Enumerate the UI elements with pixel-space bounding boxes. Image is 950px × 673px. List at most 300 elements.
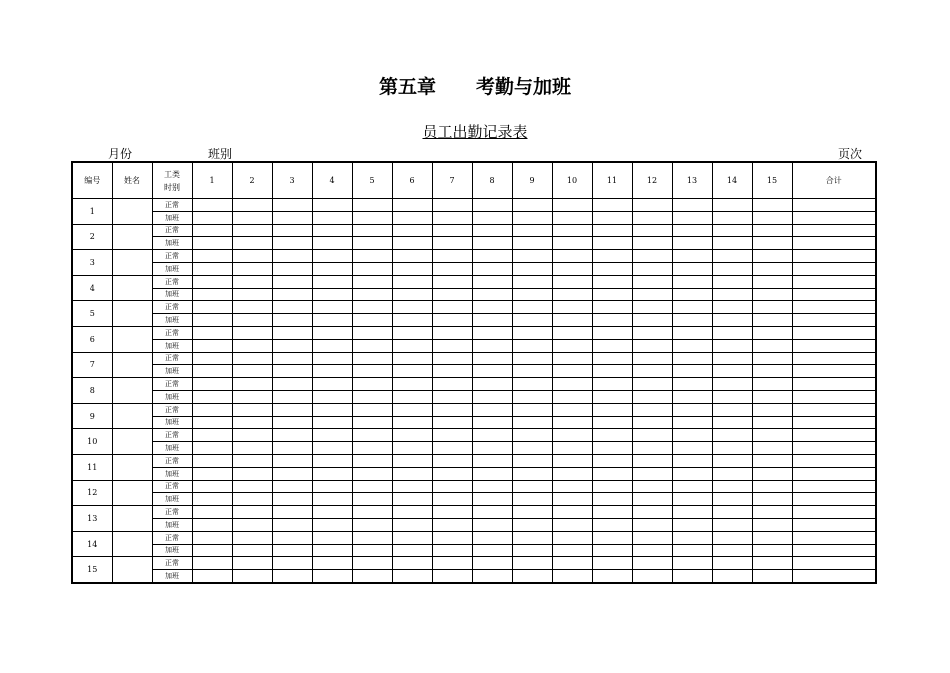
day-cell[interactable] [192,288,232,301]
day-cell[interactable] [392,544,432,557]
day-cell[interactable] [712,275,752,288]
day-cell[interactable] [232,199,272,212]
day-cell[interactable] [312,262,352,275]
day-cell[interactable] [312,211,352,224]
day-cell[interactable] [472,390,512,403]
day-cell[interactable] [752,493,792,506]
day-cell[interactable] [752,403,792,416]
total-cell[interactable] [792,237,876,250]
day-cell[interactable] [472,339,512,352]
day-cell[interactable] [472,301,512,314]
day-cell[interactable] [392,339,432,352]
day-cell[interactable] [752,365,792,378]
day-cell[interactable] [312,237,352,250]
total-cell[interactable] [792,557,876,570]
day-cell[interactable] [352,301,392,314]
day-cell[interactable] [512,403,552,416]
day-cell[interactable] [312,544,352,557]
day-cell[interactable] [392,378,432,391]
day-cell[interactable] [672,199,712,212]
day-cell[interactable] [272,531,312,544]
total-cell[interactable] [792,506,876,519]
day-cell[interactable] [672,301,712,314]
day-cell[interactable] [752,454,792,467]
day-cell[interactable] [472,493,512,506]
day-cell[interactable] [232,378,272,391]
day-cell[interactable] [592,365,632,378]
day-cell[interactable] [592,454,632,467]
total-cell[interactable] [792,480,876,493]
employee-name-cell[interactable] [112,557,152,583]
day-cell[interactable] [432,314,472,327]
day-cell[interactable] [272,275,312,288]
day-cell[interactable] [672,544,712,557]
day-cell[interactable] [592,224,632,237]
day-cell[interactable] [672,339,712,352]
day-cell[interactable] [552,480,592,493]
day-cell[interactable] [512,442,552,455]
day-cell[interactable] [712,442,752,455]
day-cell[interactable] [432,506,472,519]
day-cell[interactable] [672,467,712,480]
day-cell[interactable] [272,390,312,403]
day-cell[interactable] [392,352,432,365]
day-cell[interactable] [192,480,232,493]
day-cell[interactable] [472,442,512,455]
day-cell[interactable] [392,557,432,570]
day-cell[interactable] [432,237,472,250]
day-cell[interactable] [512,416,552,429]
day-cell[interactable] [392,570,432,583]
day-cell[interactable] [712,199,752,212]
employee-name-cell[interactable] [112,326,152,352]
day-cell[interactable] [232,211,272,224]
total-cell[interactable] [792,378,876,391]
day-cell[interactable] [672,454,712,467]
day-cell[interactable] [392,365,432,378]
day-cell[interactable] [632,211,672,224]
day-cell[interactable] [312,454,352,467]
day-cell[interactable] [672,250,712,263]
day-cell[interactable] [632,403,672,416]
day-cell[interactable] [512,531,552,544]
day-cell[interactable] [192,199,232,212]
day-cell[interactable] [352,454,392,467]
day-cell[interactable] [592,199,632,212]
day-cell[interactable] [552,531,592,544]
day-cell[interactable] [592,390,632,403]
day-cell[interactable] [352,339,392,352]
day-cell[interactable] [472,250,512,263]
day-cell[interactable] [712,390,752,403]
day-cell[interactable] [432,480,472,493]
total-cell[interactable] [792,518,876,531]
day-cell[interactable] [312,326,352,339]
day-cell[interactable] [392,314,432,327]
day-cell[interactable] [672,224,712,237]
day-cell[interactable] [472,557,512,570]
day-cell[interactable] [432,262,472,275]
day-cell[interactable] [432,326,472,339]
day-cell[interactable] [232,480,272,493]
day-cell[interactable] [192,352,232,365]
day-cell[interactable] [352,326,392,339]
day-cell[interactable] [512,429,552,442]
employee-name-cell[interactable] [112,352,152,378]
employee-name-cell[interactable] [112,250,152,276]
day-cell[interactable] [272,378,312,391]
day-cell[interactable] [192,442,232,455]
day-cell[interactable] [552,570,592,583]
day-cell[interactable] [232,326,272,339]
day-cell[interactable] [472,352,512,365]
day-cell[interactable] [312,224,352,237]
day-cell[interactable] [512,339,552,352]
day-cell[interactable] [272,403,312,416]
total-cell[interactable] [792,301,876,314]
day-cell[interactable] [352,493,392,506]
day-cell[interactable] [712,480,752,493]
day-cell[interactable] [632,301,672,314]
day-cell[interactable] [632,570,672,583]
day-cell[interactable] [432,403,472,416]
day-cell[interactable] [232,506,272,519]
day-cell[interactable] [512,288,552,301]
day-cell[interactable] [272,314,312,327]
day-cell[interactable] [352,314,392,327]
day-cell[interactable] [312,557,352,570]
day-cell[interactable] [272,544,312,557]
day-cell[interactable] [432,557,472,570]
total-cell[interactable] [792,454,876,467]
day-cell[interactable] [272,211,312,224]
day-cell[interactable] [672,416,712,429]
day-cell[interactable] [352,352,392,365]
day-cell[interactable] [272,493,312,506]
day-cell[interactable] [672,262,712,275]
day-cell[interactable] [232,275,272,288]
day-cell[interactable] [192,250,232,263]
day-cell[interactable] [592,557,632,570]
total-cell[interactable] [792,365,876,378]
day-cell[interactable] [672,211,712,224]
day-cell[interactable] [552,262,592,275]
day-cell[interactable] [392,467,432,480]
day-cell[interactable] [632,390,672,403]
day-cell[interactable] [472,570,512,583]
day-cell[interactable] [432,365,472,378]
day-cell[interactable] [392,416,432,429]
day-cell[interactable] [352,378,392,391]
day-cell[interactable] [632,454,672,467]
day-cell[interactable] [592,403,632,416]
day-cell[interactable] [232,429,272,442]
day-cell[interactable] [312,250,352,263]
day-cell[interactable] [232,262,272,275]
day-cell[interactable] [192,390,232,403]
day-cell[interactable] [632,262,672,275]
day-cell[interactable] [192,211,232,224]
day-cell[interactable] [432,544,472,557]
day-cell[interactable] [232,365,272,378]
day-cell[interactable] [592,339,632,352]
day-cell[interactable] [232,237,272,250]
day-cell[interactable] [712,352,752,365]
day-cell[interactable] [592,467,632,480]
day-cell[interactable] [352,211,392,224]
day-cell[interactable] [392,429,432,442]
day-cell[interactable] [712,262,752,275]
day-cell[interactable] [552,493,592,506]
day-cell[interactable] [752,544,792,557]
day-cell[interactable] [712,378,752,391]
day-cell[interactable] [752,506,792,519]
day-cell[interactable] [712,467,752,480]
day-cell[interactable] [312,403,352,416]
day-cell[interactable] [192,467,232,480]
day-cell[interactable] [632,199,672,212]
day-cell[interactable] [592,326,632,339]
day-cell[interactable] [512,390,552,403]
day-cell[interactable] [592,262,632,275]
day-cell[interactable] [192,314,232,327]
total-cell[interactable] [792,493,876,506]
day-cell[interactable] [192,531,232,544]
day-cell[interactable] [632,416,672,429]
day-cell[interactable] [592,378,632,391]
day-cell[interactable] [312,339,352,352]
day-cell[interactable] [712,506,752,519]
employee-name-cell[interactable] [112,378,152,404]
day-cell[interactable] [712,224,752,237]
day-cell[interactable] [352,518,392,531]
day-cell[interactable] [272,442,312,455]
day-cell[interactable] [472,403,512,416]
day-cell[interactable] [312,518,352,531]
day-cell[interactable] [752,211,792,224]
day-cell[interactable] [592,442,632,455]
day-cell[interactable] [512,275,552,288]
day-cell[interactable] [472,480,512,493]
day-cell[interactable] [672,531,712,544]
day-cell[interactable] [552,365,592,378]
day-cell[interactable] [592,352,632,365]
day-cell[interactable] [312,480,352,493]
day-cell[interactable] [432,531,472,544]
day-cell[interactable] [272,365,312,378]
day-cell[interactable] [712,301,752,314]
day-cell[interactable] [632,544,672,557]
day-cell[interactable] [552,518,592,531]
day-cell[interactable] [672,365,712,378]
day-cell[interactable] [472,199,512,212]
day-cell[interactable] [712,403,752,416]
day-cell[interactable] [552,288,592,301]
day-cell[interactable] [352,429,392,442]
day-cell[interactable] [432,390,472,403]
day-cell[interactable] [512,262,552,275]
day-cell[interactable] [232,518,272,531]
day-cell[interactable] [752,390,792,403]
day-cell[interactable] [392,531,432,544]
total-cell[interactable] [792,416,876,429]
day-cell[interactable] [672,352,712,365]
day-cell[interactable] [632,237,672,250]
day-cell[interactable] [632,518,672,531]
total-cell[interactable] [792,467,876,480]
day-cell[interactable] [312,531,352,544]
day-cell[interactable] [232,544,272,557]
day-cell[interactable] [392,480,432,493]
total-cell[interactable] [792,570,876,583]
day-cell[interactable] [472,288,512,301]
day-cell[interactable] [752,352,792,365]
day-cell[interactable] [192,339,232,352]
day-cell[interactable] [592,570,632,583]
day-cell[interactable] [272,506,312,519]
day-cell[interactable] [432,288,472,301]
day-cell[interactable] [472,211,512,224]
day-cell[interactable] [192,557,232,570]
day-cell[interactable] [712,531,752,544]
day-cell[interactable] [432,429,472,442]
day-cell[interactable] [272,429,312,442]
day-cell[interactable] [272,199,312,212]
day-cell[interactable] [432,250,472,263]
day-cell[interactable] [752,224,792,237]
employee-name-cell[interactable] [112,429,152,455]
day-cell[interactable] [712,454,752,467]
day-cell[interactable] [192,544,232,557]
day-cell[interactable] [192,493,232,506]
day-cell[interactable] [472,224,512,237]
total-cell[interactable] [792,352,876,365]
day-cell[interactable] [552,544,592,557]
employee-name-cell[interactable] [112,199,152,225]
day-cell[interactable] [192,365,232,378]
day-cell[interactable] [272,352,312,365]
day-cell[interactable] [752,416,792,429]
day-cell[interactable] [552,442,592,455]
day-cell[interactable] [232,531,272,544]
day-cell[interactable] [232,442,272,455]
day-cell[interactable] [672,442,712,455]
day-cell[interactable] [592,301,632,314]
day-cell[interactable] [352,442,392,455]
day-cell[interactable] [672,275,712,288]
day-cell[interactable] [672,237,712,250]
day-cell[interactable] [632,339,672,352]
day-cell[interactable] [552,339,592,352]
day-cell[interactable] [592,237,632,250]
day-cell[interactable] [352,365,392,378]
employee-name-cell[interactable] [112,275,152,301]
day-cell[interactable] [752,250,792,263]
day-cell[interactable] [472,467,512,480]
day-cell[interactable] [192,518,232,531]
day-cell[interactable] [632,378,672,391]
day-cell[interactable] [312,199,352,212]
day-cell[interactable] [472,531,512,544]
day-cell[interactable] [352,262,392,275]
total-cell[interactable] [792,250,876,263]
day-cell[interactable] [232,301,272,314]
day-cell[interactable] [272,339,312,352]
day-cell[interactable] [232,557,272,570]
day-cell[interactable] [352,390,392,403]
day-cell[interactable] [272,237,312,250]
day-cell[interactable] [632,442,672,455]
day-cell[interactable] [272,326,312,339]
day-cell[interactable] [552,416,592,429]
day-cell[interactable] [752,531,792,544]
day-cell[interactable] [312,301,352,314]
day-cell[interactable] [472,416,512,429]
day-cell[interactable] [592,544,632,557]
day-cell[interactable] [552,275,592,288]
day-cell[interactable] [712,570,752,583]
day-cell[interactable] [352,480,392,493]
day-cell[interactable] [392,237,432,250]
day-cell[interactable] [632,275,672,288]
day-cell[interactable] [432,224,472,237]
day-cell[interactable] [552,237,592,250]
day-cell[interactable] [472,506,512,519]
day-cell[interactable] [472,275,512,288]
day-cell[interactable] [192,416,232,429]
day-cell[interactable] [712,544,752,557]
day-cell[interactable] [272,467,312,480]
total-cell[interactable] [792,390,876,403]
day-cell[interactable] [632,429,672,442]
day-cell[interactable] [272,416,312,429]
day-cell[interactable] [192,403,232,416]
total-cell[interactable] [792,442,876,455]
day-cell[interactable] [432,493,472,506]
day-cell[interactable] [592,531,632,544]
day-cell[interactable] [752,378,792,391]
day-cell[interactable] [672,326,712,339]
day-cell[interactable] [232,403,272,416]
day-cell[interactable] [672,403,712,416]
day-cell[interactable] [592,288,632,301]
day-cell[interactable] [472,454,512,467]
day-cell[interactable] [472,237,512,250]
day-cell[interactable] [752,314,792,327]
day-cell[interactable] [392,211,432,224]
day-cell[interactable] [712,211,752,224]
day-cell[interactable] [312,390,352,403]
day-cell[interactable] [672,429,712,442]
day-cell[interactable] [752,199,792,212]
day-cell[interactable] [592,429,632,442]
day-cell[interactable] [752,557,792,570]
day-cell[interactable] [352,288,392,301]
day-cell[interactable] [712,288,752,301]
day-cell[interactable] [432,275,472,288]
day-cell[interactable] [552,454,592,467]
day-cell[interactable] [192,326,232,339]
day-cell[interactable] [272,288,312,301]
day-cell[interactable] [592,518,632,531]
day-cell[interactable] [432,442,472,455]
day-cell[interactable] [352,557,392,570]
day-cell[interactable] [752,467,792,480]
day-cell[interactable] [752,237,792,250]
employee-name-cell[interactable] [112,506,152,532]
day-cell[interactable] [552,403,592,416]
day-cell[interactable] [512,365,552,378]
